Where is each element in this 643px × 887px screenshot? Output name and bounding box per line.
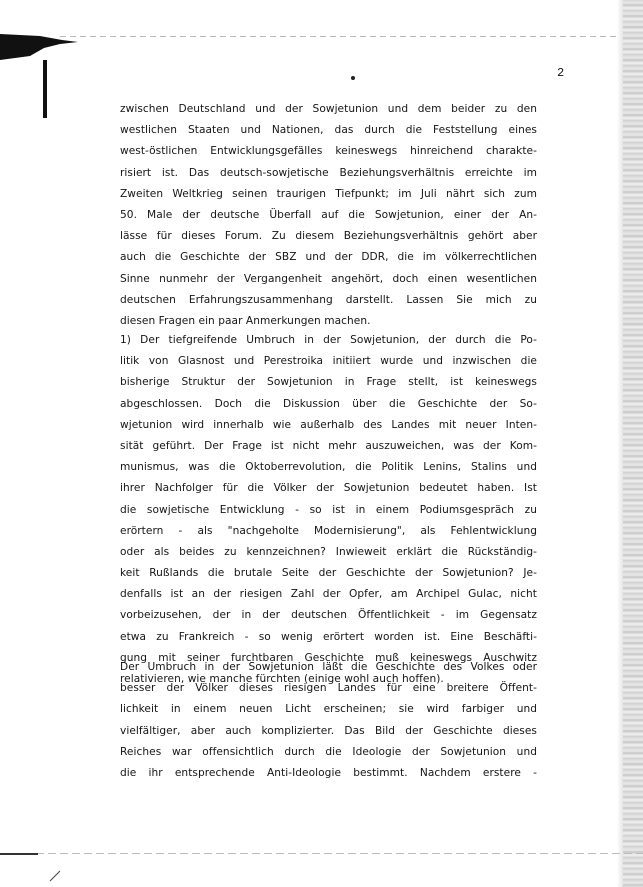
text-line: abgeschlossen. Doch die Diskussion über die Geschichte der So- [120,397,537,410]
bottom-edge-mark [0,853,38,855]
text-line: litik von Glasnost und Perestroika initiiert wurde und inzwischen die [120,355,537,368]
speck-mark [351,76,355,80]
corner-fold-mark [0,30,78,64]
margin-bar-mark [43,60,47,118]
paragraph-1 [120,99,537,332]
text-line: 1) Der tiefgreifende Umbruch in der Sowjetunion, der durch die Po- [120,334,537,346]
bottom-scan-line [0,853,643,854]
text-line: auch die Geschichte der SBZ und der DDR, die im völkerrechtlichen [120,251,537,264]
top-scan-line [60,36,620,37]
text-line: wjetunion wird innerhalb wie außerhalb des Landes mit neuer Inten- [120,418,537,431]
page-number: 2 [557,66,565,80]
text-line: 50. Male der deutsche Überfall auf die Sowjetunion, einer der An- [120,208,537,221]
text-line: gung mit seiner furchtbaren Geschichte muß keineswegs Auschwitz [120,651,537,664]
text-line: westlichen Staaten und Nationen, das durch die Feststellung eines [120,124,537,137]
text-line: Zweiten Weltkrieg seinen traurigen Tiefpunkt; im Juli nährt sich zum [120,187,537,200]
text-line: deutschen Erfahrungszusammenhang darstellt. Lassen Sie mich zu [120,293,537,306]
text-line: sität geführt. Der Frage ist nicht mehr auszuweichen, was der Kom- [120,439,537,452]
text-line: Reiches war offensichtlich durch die Ideologie der Sowjetunion und [120,745,537,758]
text-line: ihrer Nachfolger für die Völker der Sowjetunion bedeutet haben. Ist [120,482,537,495]
scan-edge-artifact [623,0,643,887]
text-line: Der Umbruch in der Sowjetunion läßt die Geschichte des Volkes oder [120,661,537,673]
text-line: etwa zu Frankreich - so wenig erörtert worden ist. Eine Beschäfti- [120,630,537,643]
text-line: zwischen Deutschland und der Sowjetunion und dem beider zu den [120,103,537,115]
text-line: munismus, was die Oktoberrevolution, die Politik Lenins, Stalins und [120,461,537,474]
text-line: risiert ist. Das deutsch-sowjetische Beziehungsverhältnis erreichte im [120,166,537,179]
text-line: besser der Völker dieses riesigen Landes für eine breitere Öffent- [120,682,537,695]
text-line: die sowjetische Entwicklung - so ist in einem Podiumsgespräch zu [120,503,537,516]
scan-edge-shadow [617,0,623,887]
text-line: diesen Fragen ein paar Anmerkungen machen. [120,314,371,327]
text-line: oder als beides zu kennzeichnen? Inwieweit erklärt die Rückständig- [120,545,537,558]
pen-tick-mark [48,870,62,882]
text-line: bisherige Struktur der Sowjetunion in Frage stellt, ist keineswegs [120,376,537,389]
paragraph-2 [120,330,537,690]
text-line: vielfältiger, aber auch komplizierter. Das Bild der Geschichte dieses [120,724,537,737]
text-line: lässe für dieses Forum. Zu diesem Beziehungsverhältnis gehört aber [120,230,537,243]
text-line: keit Rußlands die brutale Seite der Geschichte der Sowjetunion? Je- [120,567,537,580]
text-line: vorbeizusehen, der in der deutschen Öffentlichkeit - im Gegensatz [120,609,537,622]
text-line: lichkeit in einem neuen Licht erscheinen; sie wird farbiger und [120,703,537,716]
text-line: denfalls ist an der riesigen Zahl der Opfer, am Archipel Gulac, nicht [120,588,537,601]
text-line: Sinne nunmehr der Vergangenheit angehört, doch einen wesentlichen [120,272,537,285]
text-line: relativieren, wie manche fürchten (einige wohl auch hoffen). [120,673,444,685]
text-line: erörtern - als "nachgeholte Modernisierung", als Fehlentwicklung [120,524,537,537]
text-line: west-östlichen Entwicklungsgefälles keineswegs hinreichend charakte- [120,145,537,158]
text-line: die ihr entsprechende Anti-Ideologie bestimmt. Nachdem erstere - [120,766,537,779]
paragraph-3 [120,657,537,784]
